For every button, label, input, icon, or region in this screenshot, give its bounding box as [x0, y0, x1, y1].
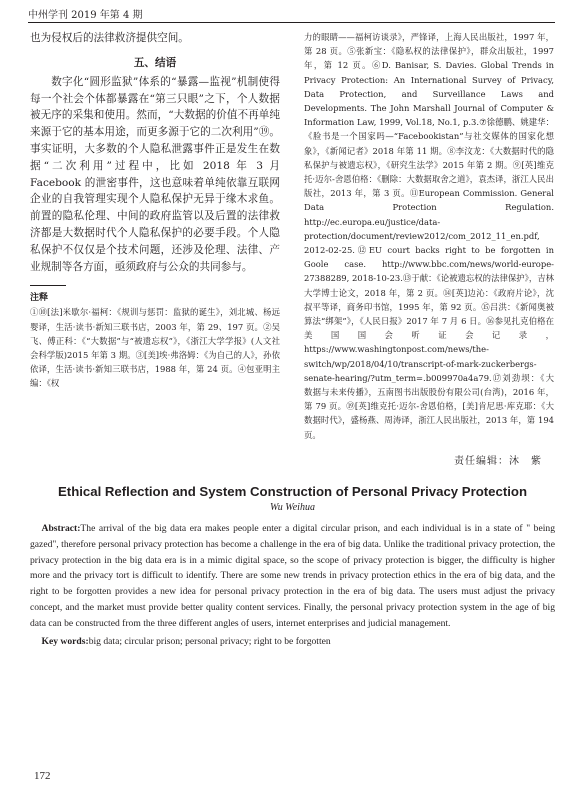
notes-label: 注释 — [30, 293, 49, 304]
journal-header: 中州学刊 2019 年第 4 期 — [28, 10, 143, 21]
english-abstract-block — [30, 484, 555, 649]
english-author: Wu Weihua — [270, 502, 315, 513]
english-abstract — [30, 521, 555, 632]
conclusion-paragraph: 数字化“圆形监狱”体系的“暴露—监视”机制使得每一个社会个体都暴露在“第三只眼”之下，个人数据被无序的采集和使用。然而，“大数据的价值不再单纯来源于它的基本用途，而更多源于它的二次利用”⑲。事实证明，大多数的个人隐私泄露事件正是发生在数据“二次利用”过程中，比如 2018 年 3 月 Facebook 的泄密事件，这也意味着单纯依靠互联网企业的自我管理实现个人隐私保护无异于缘木求鱼。前置的隐私伦理、中间的政府监管以及后置的法律救济都是大数据时代个人隐私保护的必要手段。个人隐私保护不仅仅是个技术问题，还涉及伦理、法律、产业规制等各方面，亟须政府与公众的共同参与。 — [30, 75, 280, 273]
section-title: 五、结语 — [133, 56, 177, 69]
keywords-text: big data; circular prison; personal privacy; right to be forgotten — [88, 635, 331, 647]
keywords-label: Key words: — [41, 635, 89, 647]
responsible-editor: 责任编辑：沐 紫 — [454, 455, 542, 467]
paragraph-continuation: 也为侵权后的法律救济提供空间。 — [30, 32, 189, 44]
english-keywords — [30, 634, 555, 650]
abstract-label: Abstract: — [41, 523, 81, 534]
page-number: 172 — [34, 770, 51, 782]
english-title: Ethical Reflection and System Construction of Personal Privacy Protection — [58, 484, 527, 499]
notes-text-right: 力的眼睛——福柯访谈录》，严锋译，上海人民出版社，1997 年，第 28 页。⑤张新宝：《隐私权的法律保护》，群众出版社，1997 年，第 12 页。⑥D. Banisar, S. Davies. Global Trends in Privacy Protection: An International Survey of Privacy, Data Protection, and Surveillance Laws and Developments. The John Marshall Journal of Computer & Information Law, 1999, Vol.18, No.1, p.3.⑦徐德鹏、姚建华：《脸书是一个国家吗—“Facebookistan”与社交媒体的国家化想象》，《新闻记者》2018 年第 11 期。⑧李汶龙：《大数据时代的隐私保护与被遗忘权》，《研究生法学》2015 年第 2 期。⑨[英]维克托·迈尔-舍恩伯格：《删除：大数据取舍之道》，袁杰译，浙江人民出版社，2013 年，第 3 页。⑪European Commission. General Data Protection Regulation. http://ec.europa.eu/justice/data-protection/document/review2012/com_2012_11_en.pdf, 2012-02-25.⑫EU court backs right to be forgotten in Goole case. http://www.bbc.com/news/world-europe-27388289, 2018-10-23.⑬于献：《论被遗忘权的法律保护》，吉林大学博士论文，2018 年，第 2 页。⑭[英]边沁：《政府片论》，沈叔平等译，商务印书馆，1995 年，第 92 页。⑮吕洪：《新闻奥被算法“绑架”》，《人民日报》2017 年 7 月 6 日。⑯参见扎克伯格在美国国会听证会记录，https://www.washingtonpost.com/news/the-switch/wp/2018/04/10/transcript-of-mark-zuckerbergs-senate-hearing/?utm_term=.b009970a4a79.⑰刘劲坝：《大数据与未来传播》，五南图书出版股份有限公司(台湾)，2016 年，第 79 页。⑲[英]维克托·迈尔-舍恩伯格，[美]肯尼思·库克耶：《大数据时代》，盛杨燕、周涛译，浙江人民出版社，2013 年，第 194 页。 — [304, 32, 554, 440]
notes-text-left: ①⑩[法]米歇尔·福柯：《规训与惩罚：监狱的诞生》，刘北城、杨远婴译，生活·读书·新知三联书店，2003 年，第 29、197 页。②吴飞、傅正科：《“大数据”与“被遗忘权”》，《浙江大学学报》(人文社会科学版)2015 年第 3 期。③[美]埃·弗洛姆：《为自己的人》，孙依依译，生活·读书·新知三联书店，1988 年，第 24 页。④包亚明主编：《权 — [30, 307, 280, 389]
abstract-text: The arrival of the big data era makes people enter a digital circular prison, and each individual is in a state of " being gazed", therefore personal privacy protection has become a challenge in the era of big data. Unlike the traditional privacy protection, the privacy protection in the big data era is in a mimic digital space, so the scope of privacy protection is bigger, the difficulty is higher more and the privacy tort is difficult to identify. There are some new trends in privacy protection ethics in the era of big data, and the right to be forgotten provides a new idea for personal privacy protection in the era of big data. The users must adjust the privacy concept, and the market must provide better quality content services. Finally, the personal privacy protection system in the age of big data can be constructed from the three different angles of users, internet enterprises and judicial management. — [30, 523, 555, 629]
left-column — [30, 30, 280, 391]
notes-rule — [30, 285, 66, 286]
right-column — [304, 30, 554, 467]
header-rule — [28, 22, 555, 23]
